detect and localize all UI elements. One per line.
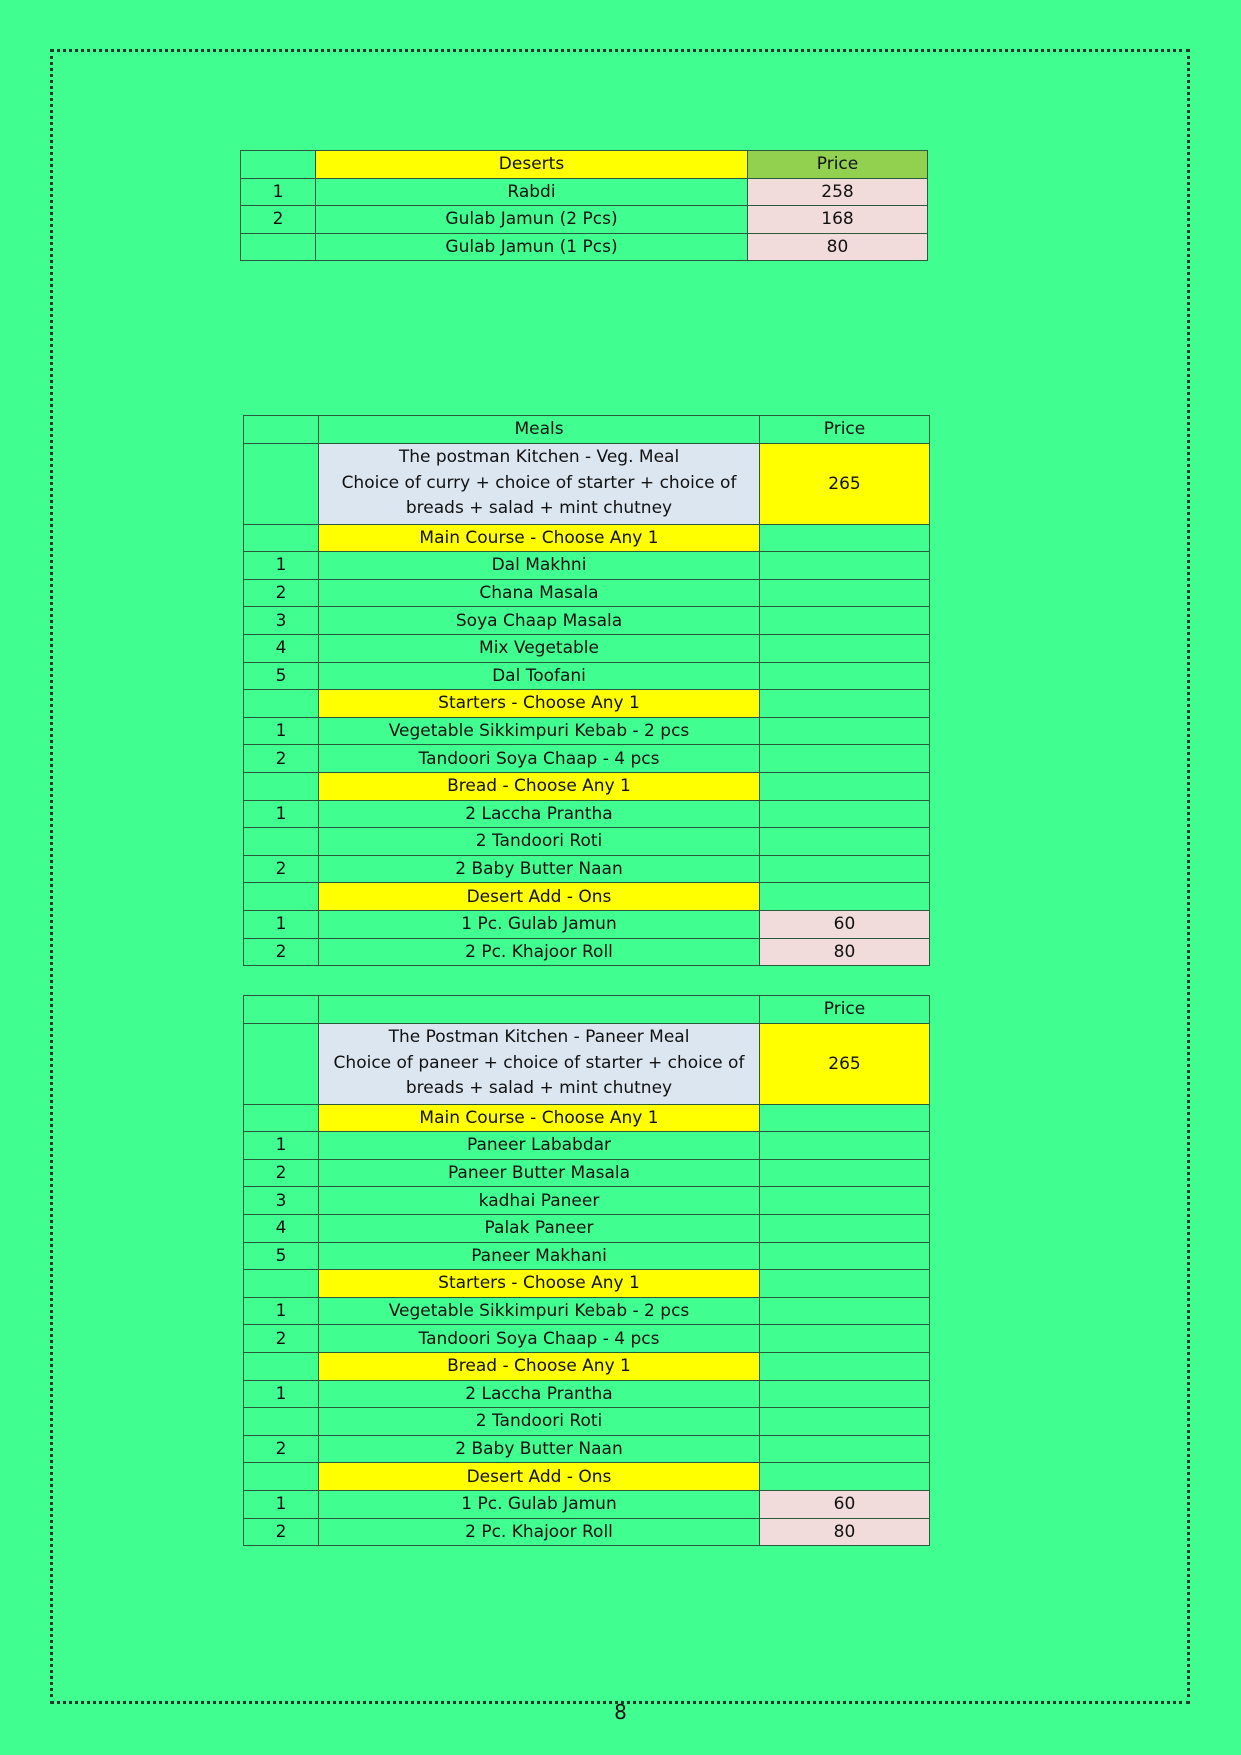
row-number: 1 xyxy=(244,552,319,580)
paneer-meal-desc-line-2: breads + salad + mint chutney xyxy=(405,1078,673,1099)
menu-item-row xyxy=(244,1242,930,1270)
paneer-meal-description-row xyxy=(244,1023,930,1104)
item-name: Tandoori Soya Chaap - 4 pcs xyxy=(319,745,760,773)
item-name: Vegetable Sikkimpuri Kebab - 2 pcs xyxy=(319,717,760,745)
item-price xyxy=(760,1159,930,1187)
row-number: 3 xyxy=(244,607,319,635)
item-name: Dal Makhni xyxy=(319,552,760,580)
item-name: 2 Tandoori Roti xyxy=(319,828,760,856)
menu-item-row xyxy=(244,1214,930,1242)
row-number: 1 xyxy=(244,1132,319,1160)
section-header-row xyxy=(244,883,930,911)
item-price xyxy=(760,828,930,856)
item-name: Mix Vegetable xyxy=(319,634,760,662)
section-title: Bread - Choose Any 1 xyxy=(319,772,760,800)
item-name: 2 Tandoori Roti xyxy=(319,1408,760,1436)
menu-item-row xyxy=(244,745,930,773)
row-number: 1 xyxy=(244,1297,319,1325)
veg-meal-desc-line-1: Choice of curry + choice of starter + choice of xyxy=(341,472,737,493)
item-name: Paneer Butter Masala xyxy=(319,1159,760,1187)
row-number: 1 xyxy=(244,717,319,745)
item-name: 2 Baby Butter Naan xyxy=(319,1435,760,1463)
desert-price: 168 xyxy=(748,206,928,234)
item-price xyxy=(760,1435,930,1463)
item-price xyxy=(760,1270,930,1298)
row-number xyxy=(244,828,319,856)
desert-name: Rabdi xyxy=(316,178,748,206)
row-number: 2 xyxy=(244,745,319,773)
row-number: 2 xyxy=(244,1518,319,1546)
item-name: 2 Baby Butter Naan xyxy=(319,855,760,883)
veg-meal-description xyxy=(319,443,760,524)
section-title: Main Course - Choose Any 1 xyxy=(319,1104,760,1132)
desert-name: Gulab Jamun (1 Pcs) xyxy=(316,233,748,261)
row-number xyxy=(244,524,319,552)
item-price xyxy=(760,1408,930,1436)
row-number xyxy=(244,690,319,718)
item-price xyxy=(760,1297,930,1325)
item-name: Vegetable Sikkimpuri Kebab - 2 pcs xyxy=(319,1297,760,1325)
paneer-meal-item-header xyxy=(319,996,760,1024)
paneer-meal-price: 265 xyxy=(760,1023,930,1104)
item-name: Tandoori Soya Chaap - 4 pcs xyxy=(319,1325,760,1353)
row-number: 4 xyxy=(244,634,319,662)
item-price xyxy=(760,579,930,607)
price-header: Price xyxy=(748,151,928,179)
item-price xyxy=(760,1325,930,1353)
item-price xyxy=(760,690,930,718)
menu-item-row xyxy=(244,1187,930,1215)
section-title: Main Course - Choose Any 1 xyxy=(319,524,760,552)
desert-row xyxy=(241,233,928,261)
item-name: 2 Pc. Khajoor Roll xyxy=(319,1518,760,1546)
desert-price: 80 xyxy=(748,233,928,261)
number-column-header xyxy=(241,151,316,179)
addon-row xyxy=(244,1490,930,1518)
menu-item-row xyxy=(244,1325,930,1353)
section-title: Desert Add - Ons xyxy=(319,1463,760,1491)
veg-meal-header-row xyxy=(244,416,930,444)
item-price xyxy=(760,1187,930,1215)
section-title: Bread - Choose Any 1 xyxy=(319,1352,760,1380)
item-price xyxy=(760,552,930,580)
deserts-header-row xyxy=(241,151,928,179)
row-number: 5 xyxy=(244,1242,319,1270)
item-price xyxy=(760,662,930,690)
row-number xyxy=(244,1352,319,1380)
menu-item-row xyxy=(244,800,930,828)
menu-item-row xyxy=(244,1408,930,1436)
menu-item-row xyxy=(244,634,930,662)
item-price xyxy=(760,1132,930,1160)
item-name: 2 Laccha Prantha xyxy=(319,1380,760,1408)
item-name: Dal Toofani xyxy=(319,662,760,690)
section-title: Starters - Choose Any 1 xyxy=(319,690,760,718)
item-price xyxy=(760,1463,930,1491)
desert-row xyxy=(241,178,928,206)
row-number: 1 xyxy=(241,178,316,206)
section-header-row xyxy=(244,524,930,552)
desert-name: Gulab Jamun (2 Pcs) xyxy=(316,206,748,234)
desert-row xyxy=(241,206,928,234)
item-name: 2 Pc. Khajoor Roll xyxy=(319,938,760,966)
row-number: 2 xyxy=(244,1435,319,1463)
menu-item-row xyxy=(244,1435,930,1463)
item-name: kadhai Paneer xyxy=(319,1187,760,1215)
item-name: 1 Pc. Gulab Jamun xyxy=(319,910,760,938)
row-number xyxy=(244,772,319,800)
row-number: 1 xyxy=(244,800,319,828)
menu-item-row xyxy=(244,662,930,690)
menu-item-row xyxy=(244,1380,930,1408)
item-price: 60 xyxy=(760,910,930,938)
number-column-header xyxy=(244,996,319,1024)
menu-item-row xyxy=(244,552,930,580)
section-header-row xyxy=(244,1104,930,1132)
number-cell xyxy=(244,1023,319,1104)
item-price xyxy=(760,717,930,745)
menu-item-row xyxy=(244,717,930,745)
item-name: Soya Chaap Masala xyxy=(319,607,760,635)
item-name: 2 Laccha Prantha xyxy=(319,800,760,828)
row-number: 2 xyxy=(241,206,316,234)
menu-item-row xyxy=(244,1159,930,1187)
addon-row xyxy=(244,938,930,966)
item-price xyxy=(760,855,930,883)
deserts-header: Deserts xyxy=(316,151,748,179)
desert-price: 258 xyxy=(748,178,928,206)
menu-item-row xyxy=(244,855,930,883)
item-price: 80 xyxy=(760,1518,930,1546)
paneer-meal-title: The Postman Kitchen - Paneer Meal xyxy=(388,1027,690,1048)
paneer-meal-desc-line-1: Choice of paneer + choice of starter + choice of xyxy=(333,1052,745,1073)
veg-meal-table xyxy=(243,415,930,966)
page-number: 8 xyxy=(614,1700,627,1724)
row-number: 3 xyxy=(244,1187,319,1215)
item-price xyxy=(760,800,930,828)
paneer-meal-description xyxy=(319,1023,760,1104)
menu-item-row xyxy=(244,828,930,856)
row-number xyxy=(244,1408,319,1436)
item-name: Paneer Lababdar xyxy=(319,1132,760,1160)
veg-meal-title: The postman Kitchen - Veg. Meal xyxy=(398,447,680,468)
number-column-header xyxy=(244,416,319,444)
item-price xyxy=(760,772,930,800)
item-price xyxy=(760,883,930,911)
paneer-meal-header-row xyxy=(244,996,930,1024)
item-price xyxy=(760,607,930,635)
menu-item-row xyxy=(244,1132,930,1160)
veg-meal-description-row xyxy=(244,443,930,524)
addon-row xyxy=(244,1518,930,1546)
row-number: 2 xyxy=(244,855,319,883)
item-price xyxy=(760,634,930,662)
row-number: 2 xyxy=(244,1159,319,1187)
section-header-row xyxy=(244,690,930,718)
item-price xyxy=(760,1380,930,1408)
item-name: Paneer Makhani xyxy=(319,1242,760,1270)
section-header-row xyxy=(244,1270,930,1298)
row-number: 2 xyxy=(244,1325,319,1353)
section-header-row xyxy=(244,772,930,800)
item-price xyxy=(760,1104,930,1132)
menu-item-row xyxy=(244,607,930,635)
price-header: Price xyxy=(760,416,930,444)
item-name: 1 Pc. Gulab Jamun xyxy=(319,1490,760,1518)
number-cell xyxy=(244,443,319,524)
row-number xyxy=(244,1270,319,1298)
section-title: Starters - Choose Any 1 xyxy=(319,1270,760,1298)
row-number: 1 xyxy=(244,910,319,938)
item-price: 80 xyxy=(760,938,930,966)
row-number xyxy=(241,233,316,261)
section-title: Desert Add - Ons xyxy=(319,883,760,911)
row-number xyxy=(244,1104,319,1132)
item-name: Palak Paneer xyxy=(319,1214,760,1242)
price-header: Price xyxy=(760,996,930,1024)
item-price xyxy=(760,1242,930,1270)
veg-meal-desc-line-2: breads + salad + mint chutney xyxy=(405,498,673,519)
addon-row xyxy=(244,910,930,938)
meals-header: Meals xyxy=(319,416,760,444)
paneer-meal-table xyxy=(243,995,930,1546)
section-header-row xyxy=(244,1463,930,1491)
item-name: Chana Masala xyxy=(319,579,760,607)
row-number: 1 xyxy=(244,1490,319,1518)
item-price xyxy=(760,1352,930,1380)
row-number: 4 xyxy=(244,1214,319,1242)
menu-item-row xyxy=(244,1297,930,1325)
row-number: 5 xyxy=(244,662,319,690)
row-number: 2 xyxy=(244,579,319,607)
item-price xyxy=(760,745,930,773)
section-header-row xyxy=(244,1352,930,1380)
row-number xyxy=(244,1463,319,1491)
item-price xyxy=(760,1214,930,1242)
item-price xyxy=(760,524,930,552)
menu-item-row xyxy=(244,579,930,607)
deserts-table xyxy=(240,150,928,261)
row-number: 2 xyxy=(244,938,319,966)
row-number xyxy=(244,883,319,911)
row-number: 1 xyxy=(244,1380,319,1408)
item-price: 60 xyxy=(760,1490,930,1518)
veg-meal-price: 265 xyxy=(760,443,930,524)
